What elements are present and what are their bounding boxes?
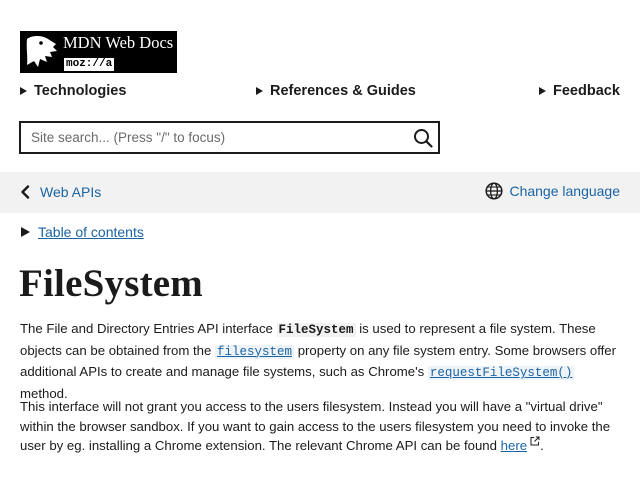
- nav-references-label: References & Guides: [270, 83, 416, 99]
- search-icon[interactable]: [413, 128, 433, 148]
- nav-technologies[interactable]: [20, 82, 126, 100]
- mdn-logo[interactable]: [20, 31, 177, 73]
- logo-title: MDN Web Docs: [63, 33, 174, 52]
- expand-triangle-icon: [256, 87, 263, 95]
- nav-technologies-label: Technologies: [34, 83, 127, 99]
- sandbox-text-1: This interface will not grant you access to the users filesystem. Instead you will have a "virtual drive" within the browser sandbox. If you want to gain access to the users filesystem you need to invoke the user by eg. installing a Chrome extension. The relevant Chrome API can be found: [20, 399, 611, 453]
- chrome-api-link[interactable]: here: [500, 438, 528, 453]
- nav-feedback-label: Feedback: [553, 83, 620, 99]
- page-title: FileSystem: [19, 262, 203, 305]
- nav-feedback[interactable]: [539, 82, 620, 100]
- chevron-left-icon: [20, 185, 31, 199]
- intro-text-3: property on any file system entry. Some browsers offer additional APIs to create and manage file systems, such as Chrome's: [20, 342, 617, 379]
- expand-triangle-icon: [539, 87, 546, 95]
- breadcrumb-web-apis[interactable]: Web APIs: [40, 184, 102, 200]
- request-filesystem-link[interactable]: requestFileSystem(): [429, 366, 573, 380]
- filesystem-property-link[interactable]: filesystem: [217, 344, 293, 359]
- intro-text-2: is used to represent a file system. These objects can be obtained from the: [20, 321, 596, 358]
- sandbox-paragraph: [20, 397, 625, 456]
- external-link-icon: [530, 436, 540, 446]
- sandbox-text-2: .: [540, 438, 544, 453]
- table-of-contents-toggle[interactable]: [21, 224, 144, 240]
- intro-paragraph: [20, 319, 625, 403]
- site-search: [19, 121, 440, 154]
- expand-triangle-icon: [20, 87, 27, 95]
- search-input[interactable]: [21, 123, 411, 152]
- nav-references-guides[interactable]: [256, 82, 416, 100]
- breadcrumb-bar: [0, 172, 640, 213]
- change-language-button[interactable]: [485, 182, 620, 200]
- change-language-label: Change language: [509, 183, 620, 199]
- table-of-contents-link[interactable]: Table of contents: [38, 224, 144, 240]
- dinosaur-head-icon: [20, 31, 62, 73]
- filesystem-code: FileSystem: [278, 323, 354, 337]
- globe-icon: [485, 182, 503, 200]
- intro-text-4: method.: [20, 385, 68, 401]
- intro-text-1: The File and Directory Entries API interface: [20, 321, 277, 336]
- mozilla-wordmark: moz://a: [63, 57, 115, 72]
- expand-triangle-icon: [21, 227, 30, 237]
- breadcrumb[interactable]: [20, 184, 101, 200]
